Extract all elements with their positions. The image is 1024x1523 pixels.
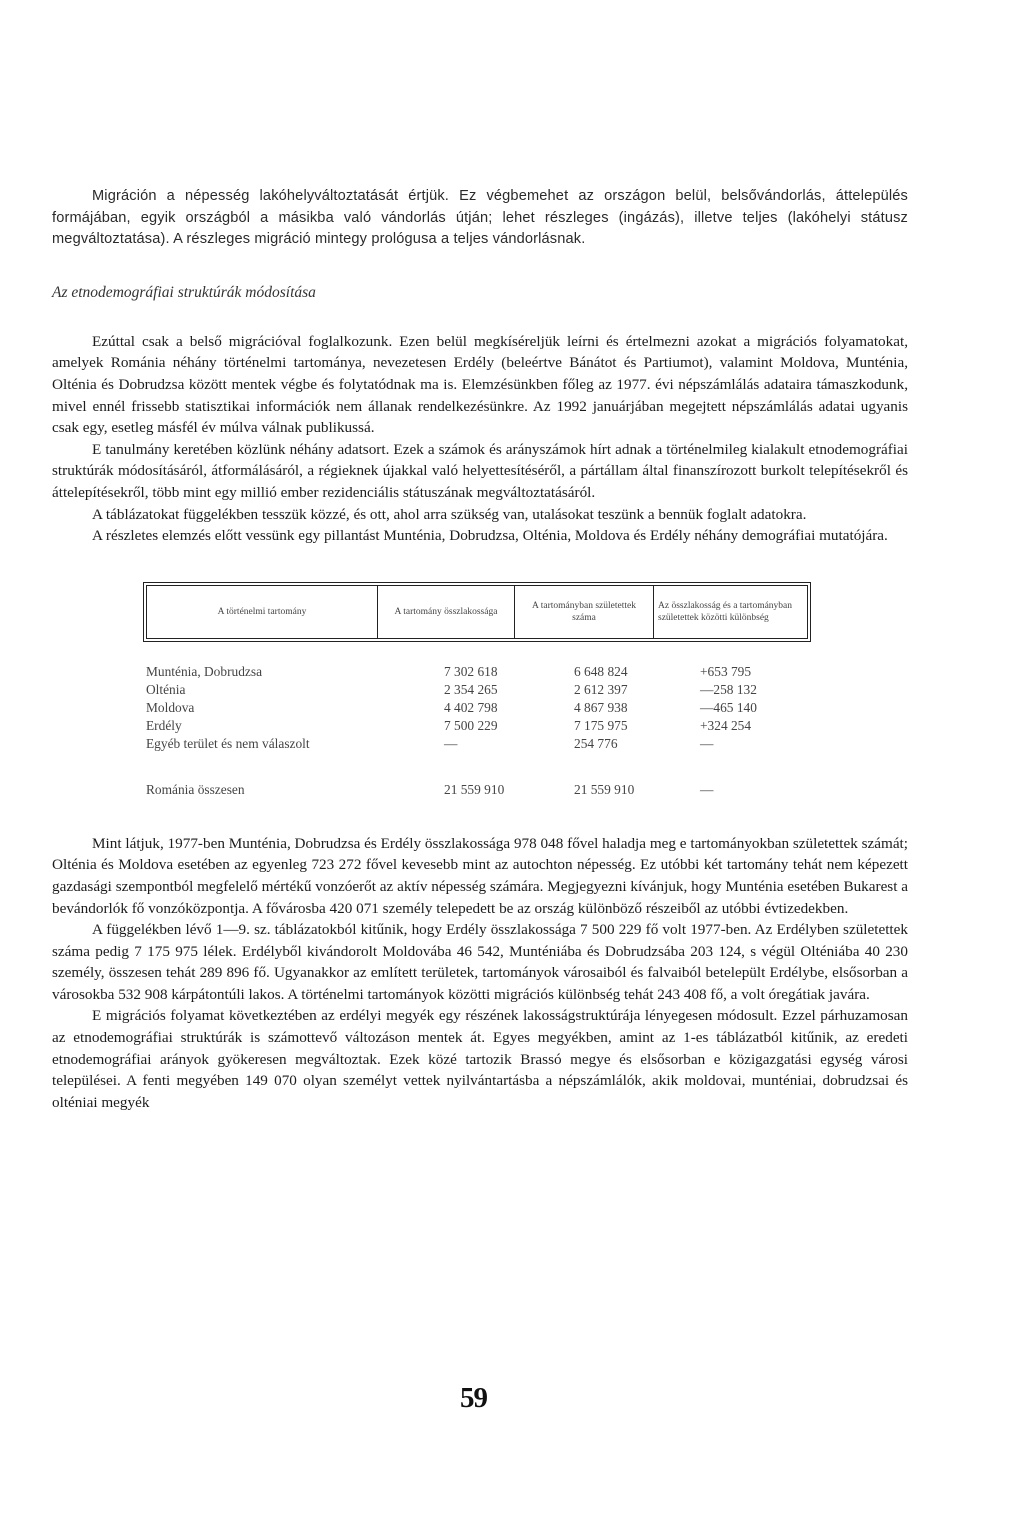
table-row: [146, 681, 808, 699]
intro-paragraph: Migráción a népesség lakóhelyváltoztatását értjük. Ez végbemehet az országon belül, belsővándorlás, áttelepülés formájában, egyik országból a másikba való vándorlás útján; lehet részleges (ingázás), illetve teljes (lakóhelyi státusz megváltoztatása). A részleges migráció mintegy prológusa a teljes vándorlásnak.: [52, 188, 908, 248]
cell-born: 7 175 975: [574, 717, 628, 733]
table-header: [146, 585, 808, 639]
body-paragraph: Ezúttal csak a belső migrációval foglalkozunk. Ezen belül megkíséreljük leírni és értelmezni azokat a migrációs folyamatokat, amelyek Románia néhány történelmi tartománya, nevezetesen Erdély (beleértve Bánátot és Partiumot), valamint Moldova, Munténia, Olténia és Dobrudzsa között mentek végbe és folytatódnak ma is. Elemzésünkben főleg az 1977. évi népszámlálás adataira támaszkodunk, mivel ennél frissebb statisztikai információk nem állanak rendelkezésünkre. Az 1992 januárjában megejtett népszámlálás adatai ugyanis csak egy, esetleg másfél év múlva válnak publikussá.: [52, 332, 908, 437]
cell-difference: +653 795: [700, 663, 752, 679]
body-paragraph: A táblázatokat függelékben tesszük közzé, és ott, ahol arra szükség van, utalásokat teszünk a bennük foglalt adatokra.: [92, 505, 807, 523]
cell-born: 2 612 397: [574, 681, 628, 697]
cell-difference: —: [700, 781, 714, 797]
post-table-text: [52, 833, 908, 1114]
header-difference: Az összlakosság és a tartományban születettek közötti különbség: [658, 600, 793, 623]
header-population: A tartomány összlakossága: [378, 585, 515, 638]
cell-born: 6 648 824: [574, 663, 628, 679]
header-province: A történelmi tartomány: [147, 585, 378, 638]
cell-population: 2 354 265: [444, 681, 498, 697]
cell-province: Munténia, Dobrudzsa: [146, 663, 263, 679]
section-heading: Az etnodemográfiai struktúrák módosítása: [52, 283, 316, 301]
page-content: [52, 186, 908, 1113]
cell-province: Olténia: [146, 681, 186, 697]
table-body: [146, 663, 808, 799]
body-paragraph: E tanulmány keretében közlünk néhány adatsort. Ezek a számok és arányszámok hírt adnak a történelmileg kialakult etnodemográfiai struktúrák módosításáról, átformálásáról, a régieknek újakkal való helyettesítéséről, a pártállam által finanszírozott burkolt telepítésekről és áttelepítésekről, több mint egy millió ember rezidenciális státuszának megváltoztatásáról.: [52, 440, 908, 501]
page-number: 59: [460, 1382, 487, 1414]
cell-province: Románia összesen: [146, 781, 245, 797]
table-total-row: [146, 781, 808, 799]
cell-difference: —258 132: [700, 681, 757, 697]
table-row: [146, 735, 808, 753]
cell-province: Egyéb terület és nem válaszolt: [146, 735, 310, 751]
header-born: A tartományban születettek száma: [515, 585, 654, 638]
cell-born: 21 559 910: [574, 781, 635, 797]
cell-province: Moldova: [146, 699, 195, 715]
cell-difference: —: [700, 735, 714, 751]
table-row: [146, 717, 808, 735]
cell-difference: —465 140: [700, 699, 757, 715]
table-row: [146, 699, 808, 717]
table-row: [146, 663, 808, 681]
cell-population: 21 559 910: [444, 781, 505, 797]
cell-population: 7 500 229: [444, 717, 498, 733]
cell-population: —: [444, 735, 458, 751]
body-paragraph: A részletes elemzés előtt vessünk egy pillantást Munténia, Dobrudzsa, Olténia, Moldova és Erdély néhány demográfiai mutatójára.: [92, 527, 888, 545]
body-paragraph: Mint látjuk, 1977-ben Munténia, Dobrudzsa és Erdély összlakossága 978 048 fővel haladja meg e tartományokban születettek számát; Olténia és Moldova esetében az egyenleg 723 272 fővel kevesebb mint az autochton népesség. Ez utóbbi két tartomány tehát nem képezett gazdasági szempontból megfelelő mértékű vonzóerőt az aktív népesség számára. Megjegyezni kívánjuk, hogy Munténia esetében Bukarest a bevándorlók fő vonzóközpontja. A fővárosba 420 071 személy telepedett be az ország különböző részeiből az utóbbi évtizedekben.: [52, 834, 908, 917]
cell-born: 254 776: [574, 735, 618, 751]
cell-population: 7 302 618: [444, 663, 498, 679]
cell-difference: +324 254: [700, 717, 752, 733]
body-paragraph: A függelékben lévő 1—9. sz. táblázatokból kitűnik, hogy Erdély összlakossága 7 500 229 fő volt 1977-ben. Az Erdélyben születettek száma pedig 7 175 975 lélek. Erdélyből kivándorolt Moldovába 46 542, Munténiába és Dobrudzsába 203 124, s végül Olténiába 40 230 személy, összesen tehát 289 896 fő. Ugyanakkor az említett területek, tartományok városaiból és falvaiból betelepült Erdélybe, elsősorban a városokba 532 908 kárpátontúli lakos. A történelmi tartományok közötti migrációs különbség tehát 243 408 fő, a volt óregátiak javára.: [52, 921, 908, 1003]
cell-province: Erdély: [146, 717, 182, 733]
cell-born: 4 867 938: [574, 699, 628, 715]
data-table: [146, 585, 862, 799]
body-paragraph: E migrációs folyamat következtében az erdélyi megyék egy részének lakosságstruktúrája lényegesen módosult. Ezzel párhuzamosan az etnodemográfiai struktúrák is számottevő változáson mentek át. Egyes megyékben, amint az 1-es táblázatból kitűnik, az eredeti etnodemográfiai arányok gyökeresen megváltoztak. Ezek közé tartozik Brassó megye és elsősorban e közigazgatási egység városi települései. A fenti megyében 149 070 olyan személyt vettek nyilvántartásba a népszámlálók, akik moldovai, munténiai, dobrudzsai és olténiai megyék: [52, 1007, 908, 1111]
cell-population: 4 402 798: [444, 699, 498, 715]
